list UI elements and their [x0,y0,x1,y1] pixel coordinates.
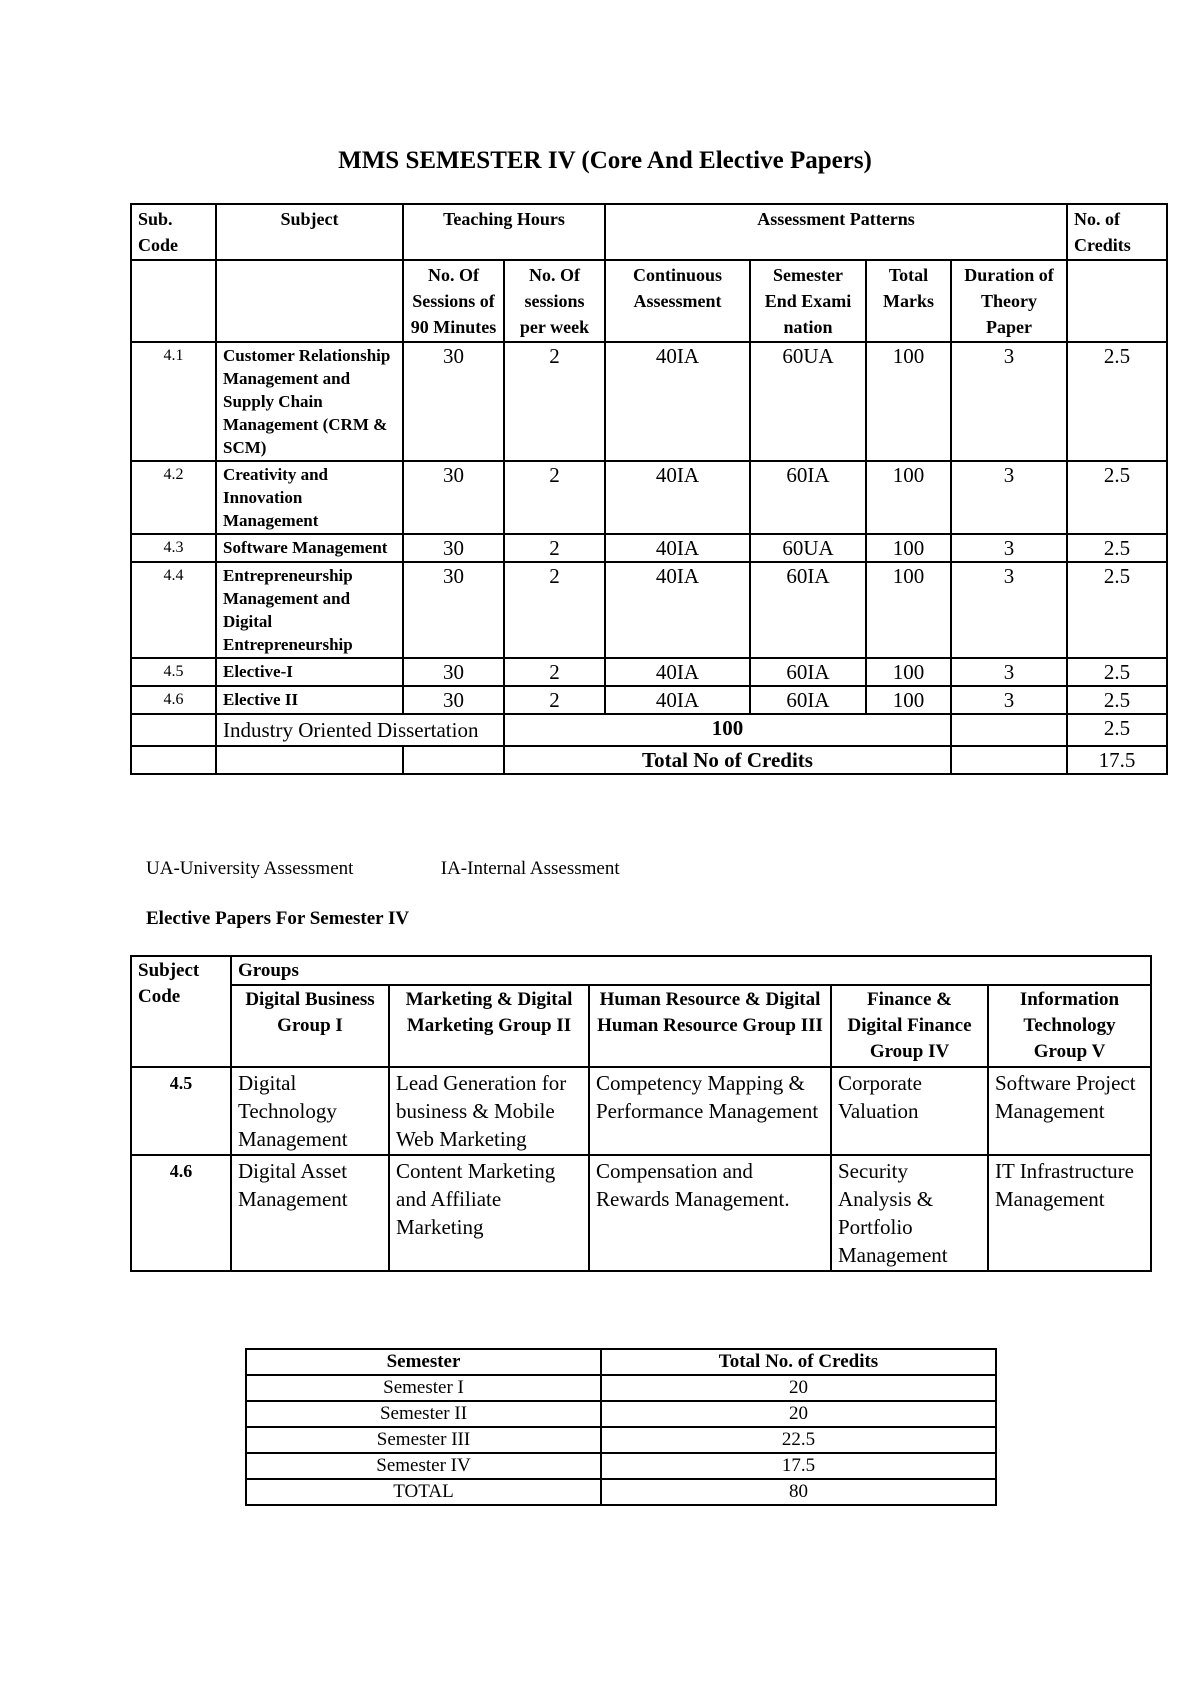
per-week: 2 [504,686,605,714]
duration: 3 [951,686,1067,714]
semester-name: Semester III [246,1427,601,1453]
assessment-patterns-header: Assessment Patterns [605,204,1067,260]
subject: Software Management [216,534,403,562]
subject: Elective II [216,686,403,714]
table-row [131,686,1167,714]
sessions-week-header: No. Of sessions per week [504,260,605,342]
per-week: 2 [504,658,605,686]
core-papers-table [130,203,1168,775]
group-header: Information Technology Group V [988,985,1151,1067]
sessions: 30 [403,534,504,562]
sem-end: 60IA [750,686,866,714]
semester-header: Semester [246,1349,601,1375]
continuous: 40IA [605,342,750,461]
table-row [131,562,1167,658]
credits: 2.5 [1067,534,1167,562]
semester-credits: 22.5 [601,1427,996,1453]
group-header: Marketing & Digital Marketing Group II [389,985,589,1067]
empty-cell [403,746,504,774]
duration: 3 [951,658,1067,686]
legend-ia: IA-Internal Assessment [440,858,620,879]
legend-ua: UA-University Assessment [146,858,354,879]
continuous: 40IA [605,534,750,562]
sub-code: 4.4 [131,562,216,658]
elective-cell: Content Marketing and Affiliate Marketing [389,1155,589,1271]
empty-cell [131,714,216,746]
dissertation-row [131,714,1167,746]
duration: 3 [951,562,1067,658]
header-row-1 [131,204,1167,260]
empty-cell [216,260,403,342]
continuous-header: Continuous Assessment [605,260,750,342]
subject-code: 4.6 [131,1155,231,1271]
table-row [246,1401,996,1427]
total-row [131,746,1167,774]
elective-title: Elective Papers For Semester IV [146,908,410,929]
credits-summary-table [245,1348,997,1506]
empty-cell [951,746,1067,774]
per-week: 2 [504,534,605,562]
sessions: 30 [403,461,504,534]
sem-end: 60IA [750,562,866,658]
total-marks-header: Total Marks [866,260,951,342]
total-credits-value: 17.5 [1067,746,1167,774]
teaching-hours-header: Teaching Hours [403,204,605,260]
header-row-2 [131,260,1167,342]
dissertation-subject: Industry Oriented Dissertation [216,714,504,746]
sessions-90-header: No. Of Sessions of 90 Minutes [403,260,504,342]
elective-cell: IT Infrastructure Management [988,1155,1151,1271]
sub-code: 4.1 [131,342,216,461]
sessions: 30 [403,562,504,658]
sessions: 30 [403,686,504,714]
group-header: Digital Business Group I [231,985,389,1067]
group-header: Human Resource & Digital Human Resource Group III [589,985,831,1067]
summary-header-row [246,1349,996,1375]
elective-cell: Software Project Management [988,1067,1151,1155]
table-row [131,461,1167,534]
credits: 2.5 [1067,686,1167,714]
per-week: 2 [504,562,605,658]
sem-end: 60UA [750,342,866,461]
empty-cell [216,746,403,774]
total-marks: 100 [866,534,951,562]
credits: 2.5 [1067,658,1167,686]
group-header: Finance & Digital Finance Group IV [831,985,988,1067]
semester-credits: 80 [601,1479,996,1505]
table-row [131,658,1167,686]
sub-code: 4.6 [131,686,216,714]
total-marks: 100 [866,658,951,686]
subject: Customer Relationship Management and Supply Chain Management (CRM & SCM) [216,342,403,461]
assessment-legend [146,858,620,880]
credits-header: No. of Credits [1067,204,1167,260]
group-names-row [131,985,1151,1067]
sub-code: 4.3 [131,534,216,562]
sub-code: 4.2 [131,461,216,534]
sem-end: 60UA [750,534,866,562]
subject-code: 4.5 [131,1067,231,1155]
total-marks: 100 [866,461,951,534]
sessions: 30 [403,658,504,686]
subject: Entrepreneurship Management and Digital Entrepreneurship [216,562,403,658]
semester-name: Semester I [246,1375,601,1401]
elective-cell: Competency Mapping & Performance Management [589,1067,831,1155]
empty-cell [951,714,1067,746]
semester-credits: 20 [601,1401,996,1427]
subject-code-header: Subject Code [131,956,231,1067]
duration: 3 [951,461,1067,534]
continuous: 40IA [605,562,750,658]
table-row [246,1375,996,1401]
credits: 2.5 [1067,562,1167,658]
semester-credits: 17.5 [601,1453,996,1479]
semester-credits: 20 [601,1375,996,1401]
sem-end-header: Semester End Exami nation [750,260,866,342]
elective-papers-table [130,955,1152,1272]
per-week: 2 [504,461,605,534]
credits: 2.5 [1067,461,1167,534]
total-marks: 100 [866,686,951,714]
empty-cell [131,746,216,774]
table-row [246,1479,996,1505]
elective-cell: Lead Generation for business & Mobile Web Marketing [389,1067,589,1155]
continuous: 40IA [605,658,750,686]
table-row [131,1067,1151,1155]
elective-cell: Digital Technology Management [231,1067,389,1155]
elective-cell: Digital Asset Management [231,1155,389,1271]
duration: 3 [951,342,1067,461]
duration-header: Duration of Theory Paper [951,260,1067,342]
sub-code: 4.5 [131,658,216,686]
semester-name: TOTAL [246,1479,601,1505]
dissertation-credits: 2.5 [1067,714,1167,746]
empty-cell [1067,260,1167,342]
empty-cell [131,260,216,342]
subject: Elective-I [216,658,403,686]
sem-end: 60IA [750,658,866,686]
groups-header: Groups [231,956,1151,985]
elective-cell: Compensation and Rewards Management. [589,1155,831,1271]
elective-cell: Corporate Valuation [831,1067,988,1155]
total-marks: 100 [866,562,951,658]
elective-cell: Security Analysis & Portfolio Management [831,1155,988,1271]
total-credits-header: Total No. of Credits [601,1349,996,1375]
credits: 2.5 [1067,342,1167,461]
sem-end: 60IA [750,461,866,534]
groups-header-row [131,956,1151,985]
table-row [131,342,1167,461]
table-row [246,1453,996,1479]
semester-name: Semester IV [246,1453,601,1479]
page-title: MMS SEMESTER IV (Core And Elective Papers) [338,147,872,174]
subject-header: Subject [216,204,403,260]
subject: Creativity and Innovation Management [216,461,403,534]
continuous: 40IA [605,686,750,714]
sub-code-header: Sub. Code [131,204,216,260]
total-marks: 100 [866,342,951,461]
per-week: 2 [504,342,605,461]
table-row [131,1155,1151,1271]
total-credits-label: Total No of Credits [504,746,951,774]
semester-name: Semester II [246,1401,601,1427]
table-row [246,1427,996,1453]
duration: 3 [951,534,1067,562]
sessions: 30 [403,342,504,461]
table-row [131,534,1167,562]
dissertation-marks: 100 [504,714,951,746]
continuous: 40IA [605,461,750,534]
